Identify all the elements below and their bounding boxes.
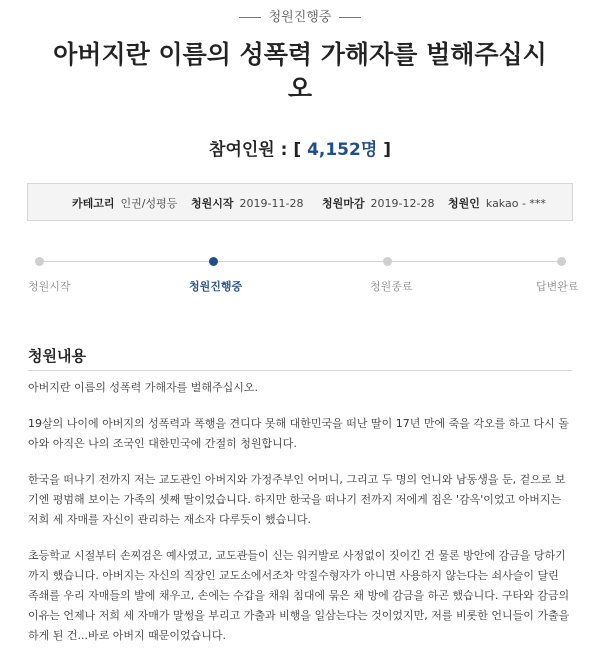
info-start bbox=[191, 195, 303, 211]
step-dot-progress bbox=[209, 257, 218, 266]
status-dash-left bbox=[239, 17, 261, 18]
info-category-label: 카테고리 bbox=[72, 197, 115, 210]
step-dot-start bbox=[35, 257, 44, 266]
participant-count bbox=[0, 135, 600, 160]
count-open: [ bbox=[293, 140, 302, 160]
step-label-answered: 답변완료 bbox=[536, 280, 579, 293]
content-section-title: 청원내용 bbox=[28, 347, 86, 365]
info-end-label: 청원마감 bbox=[322, 197, 365, 210]
count-prefix: 참여인원 : bbox=[209, 140, 288, 160]
info-category bbox=[72, 195, 177, 211]
step-label-end: 청원종료 bbox=[370, 280, 413, 293]
info-end bbox=[322, 195, 434, 211]
status-label: 청원진행중 bbox=[268, 10, 332, 25]
body-paragraph-2: 19살의 나이에 아버지의 성폭력과 폭행을 견디다 못해 대한민국을 떠난 딸이 17년 만에 죽을 각오를 하고 다시 돌아와 아직은 나의 조국인 대한민국에 간절히 청원합니다. bbox=[28, 417, 569, 450]
petition-info-box bbox=[27, 183, 573, 221]
body-paragraph-1: 아버지란 이름의 성폭력 가해자를 벌해주십시오. bbox=[28, 381, 259, 394]
info-author-value: kakao - *** bbox=[485, 197, 546, 210]
info-author bbox=[448, 195, 546, 211]
count-close: ] bbox=[383, 140, 391, 160]
info-end-value: 2019-12-28 bbox=[370, 197, 435, 210]
petition-body bbox=[28, 378, 572, 662]
petition-title: 아버지란 이름의 성폭력 가해자를 벌해주십시오 bbox=[53, 40, 547, 103]
info-start-label: 청원시작 bbox=[191, 197, 234, 210]
info-author-label: 청원인 bbox=[448, 197, 480, 210]
info-start-value: 2019-11-28 bbox=[239, 197, 304, 210]
step-label-start: 청원시작 bbox=[28, 280, 71, 293]
status-dash-right bbox=[339, 17, 361, 18]
info-category-value: 인권/성평등 bbox=[120, 197, 178, 210]
count-value: 4,152명 bbox=[307, 140, 378, 160]
step-dot-end bbox=[383, 257, 392, 266]
step-label-progress: 청원진행중 bbox=[189, 280, 243, 293]
body-paragraph-4: 초등학교 시절부터 손찌검은 예사였고, 교도관들이 신는 워커발로 사정없이 짓이긴 건 물론 방안에 감금을 당하기까지 했습니다. 아버지는 자신의 직장인 교도소에서조차 악질수형자가 아니면 사용하지 않는다는 쇠사슬이 달린 족쇄를 우리 자매들의 발에 채우고, 손에는 수갑을 채워 침대에 묶은 채 방에 감금을 하곤 했습니다. 구타와 감금의 이유는 언제나 저희 세 자매가 말썽을 부리고 가출과 비행을 일삼는다는 것이었지만, 저를 비롯한 언니들이 가출을 하게 된 건...바로 아버지 때문이었습니다. bbox=[28, 549, 570, 642]
petition-status bbox=[0, 6, 600, 25]
section-divider bbox=[28, 370, 572, 371]
progress-track bbox=[39, 261, 561, 262]
step-dot-answered bbox=[557, 257, 566, 266]
body-paragraph-3: 한국을 떠나기 전까지 저는 교도관인 아버지와 가정주부인 어머니, 그리고 두 명의 언니와 남동생을 둔, 겉으로 보기엔 평범해 보이는 가족의 셋째 딸이었습니다. 하지만 한국을 떠나기 전까지 저에게 집은 '감옥'이었고 아버지는 저희 세 자매를 자신이 관리하는 재소자 다루듯이 했습니다. bbox=[28, 473, 566, 526]
